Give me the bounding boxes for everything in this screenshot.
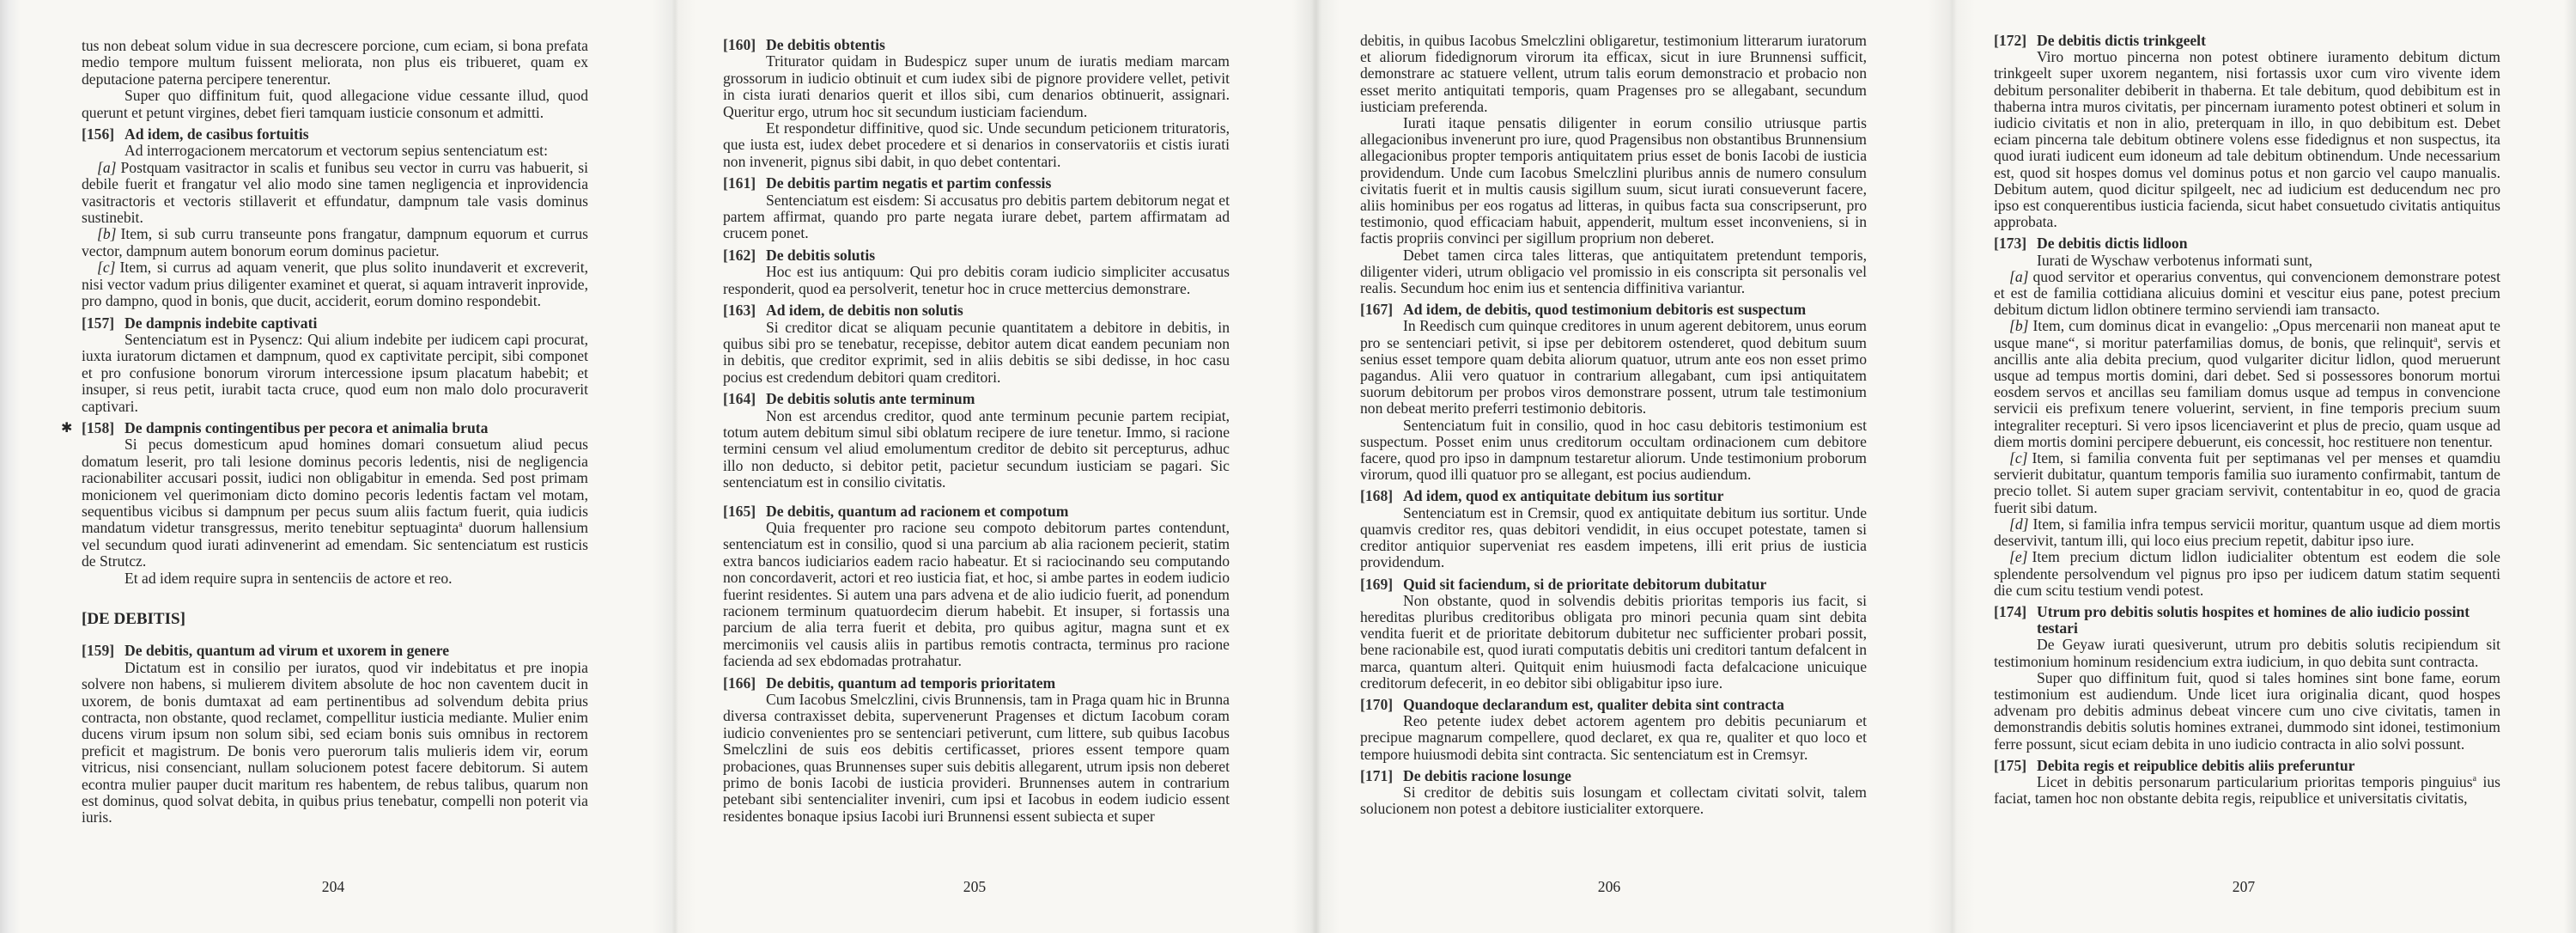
page-number-205: 205 — [963, 878, 987, 895]
heading-number: [168] — [1360, 487, 1394, 505]
paragraph — [1994, 49, 2500, 230]
scan-right-edge — [2564, 0, 2576, 933]
heading-number: [171] — [1360, 766, 1394, 784]
clause-label: [a] — [2009, 267, 2029, 285]
section-heading — [1994, 33, 2500, 49]
heading-number: [164] — [723, 390, 756, 408]
clause-label: [b] — [2009, 317, 2029, 335]
paragraph — [1360, 784, 1867, 817]
paragraph-text: Triturator quidam in Budespicz super unum de iuratis mediam marcam grossorum in iudicio obtinuit et cum iudex sibi de pignore providere vellet, petivit in cista iurati denarios querit et illos sibi, cum denarios obtinuerit, assignari. Queritur ergo, utrum hoc sit secundum iusticiam faciendum. — [723, 52, 1230, 120]
paragraph-text: Sentenciatum est in Cremsir, quod ex antiquitate debitum ius sortitur. Unde quamvis creditor res, quas debitori vendidit, in eius occupet potestate, tamen si creditor antiquior superveniat res easdem impetens, illi erit prius de iusticia providendum. — [1360, 503, 1867, 571]
page-number-204: 204 — [321, 878, 345, 895]
paragraph-text: De Geyaw iurati quesiverunt, utrum pro debitis solutis recipiendum sit testimonium hominum residencium extra iudicium, in quo debita sunt contracta. — [1994, 636, 2500, 670]
heading-title: De dampnis indebite captivati — [125, 314, 318, 332]
paragraph-text: Item, si familia infra tempus servicii moritur, quantum usque ad diem mortis deservivit, tantum illi, qui loco eius precium repetit, dabitur ipso iure. — [1994, 515, 2500, 550]
paragraph-text: Postquam vasitractor in scalis et funibus seu vector in curru vas habuerit, si debile fuerit et frangatur vel alio modo sine tamen negligencia et inprovidencia vasitractoris et vectoris stillaverit et effundatur, dampnum tale vasis dominus sustinebit. — [82, 158, 588, 227]
heading-title: De debitis partim negatis et partim confessis — [766, 174, 1052, 192]
page-fold-204-205 — [653, 0, 696, 933]
section-heading — [82, 315, 588, 332]
paragraph — [82, 332, 588, 415]
heading-number: [157] — [82, 314, 115, 332]
paragraph — [723, 120, 1230, 170]
paragraph-text: Licet in debitis personarum particularium prioritas temporis pinguius — [2037, 772, 2473, 790]
paragraph — [1360, 318, 1867, 417]
paragraph-text: Si pecus domesticum apud homines domari consuetum aliud pecus domatum leserit, pro tali lesione dominus pecoris ledentis, nisi de negligencia racionabiliter accusari possit, iudici non obligabitur in emenda. Sed post primam monicionem vel querimoniam dicto domino pecoris ledentis factam vel motam, sequentibus vicibus si dampnum per pecus suum aliis factum fuerit, quia iudicis mandatum videtur transgressus, merito tenebitur septuaginta — [82, 436, 588, 537]
paragraph — [723, 192, 1230, 242]
heading-title: Utrum pro debitis solutis hospites et homines de alio iudicio possint testari — [2037, 602, 2470, 637]
paragraph-text: Non est arcendus creditor, quod ante terminum pecunie partem recipiat, totum autem debitum simul sibi oblatum recipere de iure tenetur. Immo, si racione termini censum vel aliud emolumentum creditor de debito sit percepturus, adhuc illo non deducto, si debitor petit, pacietur secundum iusticiam se pagari. Sic sentenciatum est in consilio civitatis. — [723, 406, 1230, 491]
scan-left-edge — [0, 0, 21, 933]
heading-number: [166] — [723, 674, 756, 692]
paragraph-text: Hoc est ius antiquum: Qui pro debitis coram iudicio simpliciter accusatus responderit, quod ea persolverit, tenetur hoc in cruce mettercius demonstrare. — [723, 263, 1230, 297]
paragraph-text: Sentenciatum est eisdem: Si accusatus pro debitis partem debitorum negat et partem affirmat, quando pro parte negata iurare debet, partem affirmatam ad crucem ponet. — [723, 191, 1230, 242]
page-number-206: 206 — [1597, 878, 1621, 895]
paragraph-text: Et ad idem require supra in sentenciis de actore et reo. — [125, 569, 453, 587]
heading-number: [172] — [1994, 32, 2027, 49]
section-heading — [1994, 235, 2500, 252]
paragraph — [1994, 253, 2500, 269]
lettered-clause — [1994, 318, 2500, 450]
heading-number: [167] — [1360, 301, 1394, 319]
heading-number: [159] — [82, 642, 115, 660]
section-heading — [723, 302, 1230, 319]
page-207-text — [1994, 33, 2500, 807]
paragraph-text: Sentenciatum est in Pysencz: Qui alium indebite per iudicem capi procurat, iuxta iuratorum dictamen et dampnum, quod ex captivitate percipit, sibi componet et pro confusione bonorum virorum intercessione ipsum placatum habebit; et insuper, si reus petit, iurabit tacta cruce, quod eum non malo dolo procuraverit captivari. — [82, 330, 588, 415]
heading-title: De debitis dictis trinkgeelt — [2037, 32, 2206, 49]
paragraph — [723, 692, 1230, 825]
paragraph — [82, 88, 588, 121]
heading-number: [175] — [1994, 756, 2027, 774]
heading-title: De debitis obtentis — [766, 36, 885, 53]
paragraph-text: Super quo diffinitum fuit, quod si tales homines sint bone fame, eorum testimonium est audiendum. Unde licet iura originalia dicant, quod hospes advenam pro debitis adminus debeat vincere cum uno cive civitatis, tamen in demonstrandis debitis solutis homines extranei, dummodo sint idonei, testimonium ferre possunt, sicut eciam debita in uno iudicio contracta in alio solvi possunt. — [1994, 668, 2500, 753]
heading-title: De debitis racione losunge — [1403, 766, 1571, 784]
lettered-clause — [1994, 450, 2500, 516]
paragraph-text: Item precium dictum lidlon iudicialiter obtentum est eodem die sole splendente persolvendum vel pignus pro ipso per iudicem datum statim sequenti die cum scitu testium vendi potest. — [1994, 548, 2500, 599]
heading-title: Ad idem, de debitis, quod testimonium debitoris est suspectum — [1403, 301, 1807, 319]
heading-title: De debitis dictis lidloon — [2037, 235, 2188, 253]
paragraph — [1994, 670, 2500, 753]
paragraph-text: Item, si sub curru transeunte pons frangatur, dampnum equorum et currus vector, dampnum autem bonorum eorum dominus pacietur. — [82, 225, 588, 259]
lettered-clause — [1994, 269, 2500, 319]
paragraph-text: Et respondetur diffinitive, quod sic. Unde secundum peticionem trituratoris, que iusta est, iudex debet procedere et si denarios in conservatoriis et cistis iurati non invenerit, pignus sibi dabit, in quo debet contentari. — [723, 119, 1230, 170]
footnote-marker: a — [459, 520, 463, 530]
heading-title: De debitis, quantum ad racionem et compotum — [766, 502, 1069, 520]
paragraph — [1994, 637, 2500, 669]
clause-label: [d] — [2009, 515, 2029, 533]
heading-title: De debitis solutis — [766, 246, 876, 264]
clause-label: [b] — [97, 225, 117, 243]
paragraph — [1360, 418, 1867, 484]
paragraph — [723, 520, 1230, 670]
paragraph — [723, 320, 1230, 387]
heading-title: De debitis, quantum ad virum et uxorem in genere — [125, 642, 450, 660]
paragraph-text: Item, si familia conventa fuit per septimanas vel per menses et quamdiu servierit dubitatur, quantum temporis familia suo iuramento confirmabit, tantum de precio tollet. Si autem super graciam servivit, contentabitur in eo, quod de gracia fuerit sibi datum. — [1994, 449, 2500, 516]
paragraph — [82, 38, 588, 88]
section-heading — [1360, 768, 1867, 784]
lettered-clause — [82, 160, 588, 227]
footnote-marker: a — [2433, 334, 2438, 345]
paragraph — [1360, 115, 1867, 247]
heading-number: [170] — [1360, 695, 1394, 713]
chapter-heading: [DE DEBITIS] — [82, 610, 185, 628]
paragraph — [82, 143, 588, 159]
paragraph-text: Sentenciatum fuit in consilio, quod in hoc casu debitoris testimonium est suspectum. Posset enim unus creditorum occultam ordinacionem cum debitore facere, quod pro ipso in dampnum testaretur aliorum. Unde testimonium proborum virorum, quod illi quatuor pro se allegant, est pocius audiendum. — [1360, 416, 1867, 484]
section-heading — [82, 643, 588, 659]
heading-number: [156] — [82, 125, 115, 143]
section-heading — [1360, 576, 1867, 593]
paragraph-text: Iurati de Wyschaw verbotenus informati sunt, — [2037, 251, 2313, 269]
page-number-207: 207 — [2232, 878, 2256, 895]
section-heading — [61, 418, 588, 436]
page-fold-205-206 — [1292, 0, 1340, 933]
page-205-text — [723, 37, 1230, 825]
paragraph-text: quod servitor et operarius conventus, qui convencionem demonstrare potest et est de familia cottidiana alicuius domini et vescitur eius pane, potest precium debitum dictum lidlon obtinere termino serviendi iam transacto. — [1994, 267, 2500, 319]
page-204-text — [61, 37, 589, 826]
heading-number: [163] — [723, 302, 756, 320]
paragraph-text: Item, cum dominus dicat in evangelio: „Opus mercenarii non maneat aput te usque mane“, si moritur paterfamilias domus, de bonis, que relinquit — [1994, 317, 2500, 351]
paragraph-text: Super quo diffinitum fuit, quod allegacione vidue cessante illud, quod querunt et petunt virgines, debet fieri tamquam iusticie consonum et admitti. — [82, 87, 588, 121]
footnote-marker: a — [2472, 774, 2477, 784]
paragraph-text: Dictatum est in consilio per iuratos, quod vir indebitatus et pre inopia solvere non habens, si mulierem divitem absolute de hoc non caventem ducit in uxorem, de bonis dumtaxat ad eam pertinentibus ad solvendum debita prius contracta, non obstante, quod reclamet, compellitur iusticia mediante. Mulier enim ducens virum ipsum non solum sibi, sed eciam bonis suis omnibus in rectorem preficit et magistrum. De bonis vero puerorum talis mulieris idem vir, eorum vitricus, nisi consenciant, nullam solucionem potest facere debitorum. Si autem econtra mulier pauper ducit maritum res habentem, de rebus talibus, quarum non est dominus, quod solvat debita, in quibus prius tenebatur, compelli non poterit via iuris. — [82, 658, 588, 826]
paragraph-text-continued: duorum hallensium vel secundum quod iurati adinvenerint ad emendam. Sic sentenciatum est rusticis de Strutcz. — [82, 519, 589, 570]
paragraph-text: Cum Iacobus Smelczlini, civis Brunnensis, tam in Praga quam hic in Brunna diversa contraxisset debita, supervenerunt Pragenses et dictum Iacobum coram iudicio convenientes pro se sentenciari petiverunt, cum littere, sub quibus Iacobus Smelczlini de suis eos debitis certificasset, priores essent tempore quam probaciones, quas Brunnenses super suis debitis allegarent, utrum ipsis non deberet primo de bonis Iacobi de iusticia provideri. Brunnenses autem in contrarium petebant sibi sentencialiter inveniri, cum ipsi et Iacobus in eodem iudicio essent residentes bonaque ipsius Iacobi iuri Brunnensi essent subiecta et super — [723, 691, 1230, 825]
clause-label: [c] — [97, 259, 116, 277]
page-fold-206-207 — [1928, 0, 1975, 933]
section-heading — [723, 37, 1230, 53]
page-206-text — [1360, 33, 1867, 817]
heading-title: De dampnis contingentibus per pecora et animalia bruta — [125, 418, 489, 436]
paragraph — [82, 660, 588, 826]
lettered-clause — [1994, 549, 2500, 599]
heading-title: Ad idem, de debitis non solutis — [766, 302, 963, 320]
paragraph — [82, 570, 588, 587]
paragraph-text: Non obstante, quod in solvendis debitis prioritas temporis ius facit, si hereditas pluribus creditoribus obligata pro minori pecunia quam sint debita vendita fuerit et de prioritate debitorum dubitetur nec sufficienter probari possit, bene racionabile est, quod iurati computatis debitis uni creditori tantum defalcent in marca, quantum alteri. Quitquit enim huiusmodi facta defalcacione unicuique creditorum defecerit, in eo debitor sibi obligabitur ipso iure. — [1360, 591, 1867, 692]
paragraph — [1360, 713, 1867, 763]
heading-number: [161] — [723, 174, 756, 192]
heading-number: [165] — [723, 502, 756, 520]
paragraph — [1360, 505, 1867, 571]
paragraph-text: Ad interrogacionem mercatorum et vectorum sepius sentenciatum est: — [125, 142, 548, 160]
heading-number: [162] — [723, 246, 756, 264]
heading-number: [169] — [1360, 575, 1394, 593]
heading-number: [160] — [723, 36, 756, 53]
heading-title: Debita regis et reipublice debitis aliis preferuntur — [2037, 756, 2355, 774]
heading-title: Ad idem, quod ex antiquitate debitum ius sortitur — [1403, 487, 1724, 505]
section-heading — [723, 675, 1230, 692]
paragraph-text: Viro mortuo pincerna non potest obtinere iuramento debitum dictum trinkgeelt super uxorem negantem, nisi fortassis uxor cum viro vivente idem debitum personaliter debiberit in thaberna. Et tale debitum, quod debibitum est in thaberna intra muros civitatis, per pincernam iuramento potest obtineri et solum in iudicio civitatis et non in alio, preterquam in illo, in quo debibitum est. Debet eciam pincerna tale debitum obtinere volens esse fidedignus et non suspectus, ita quod iurati iudicent eum idoneum ad tale debitum obtinendum. Unde necessarium est, quod sit hospes domus vel dominus potus et non garcio vel caupo manualis. Debitum autem, quod dicitur spilgeelt, nec ad iudicium est deducendum nec pro ipso est conquerentibus iusticia facienda, sicut habet consuetudo civitatis antiquitus approbata. — [1994, 48, 2500, 231]
section-heading — [723, 391, 1230, 407]
paragraph-text: tus non debeat solum vidue in sua decrescere porcione, cum eciam, si bona prefata medio tempore multum fuissent meliorata, non plus eis tribueret, quam ex deputacione paterna percipere tenerentur. — [82, 37, 588, 88]
paragraph-text: Debet tamen circa tales litteras, que antiquitatem pretendunt temporis, diligenter videri, utrum obligacio vel promissio in eis conscripta sit personalis vel realis. Secundum hoc enim ius et sentencia diffinitiva variantur. — [1360, 246, 1867, 297]
lettered-clause — [82, 259, 588, 309]
paragraph-text: Si creditor dicat se aliquam pecunie quantitatem a debitore in debitis, in quibus sibi pro se tenebatur, recepisse, debitor autem dicat eandem pecuniam non in debitis, que creditor exprimit, sed in aliis debitis se sibi dedisse, in hoc casu pocius est credendum debitori quam creditori. — [723, 318, 1230, 386]
section-heading — [723, 247, 1230, 264]
section-heading — [723, 175, 1230, 192]
paragraph-text: Si creditor de debitis suis losungam et collectam civitati solvit, talem solucionem non potest a debitore iusticialiter extorquere. — [1360, 783, 1867, 818]
heading-title: Quid sit faciendum, si de prioritate debitorum dubitatur — [1403, 575, 1767, 593]
paragraph-text: debitis, in quibus Iacobus Smelczlini obligaretur, testimonium litterarum iuratorum et aliorum fidedignorum virorum ita efficax, sicut in iure Brunnensi sufficit, demonstrare ac statuere vellent, utrum talis eorum demonstracio et probacio non esset merito antiquitati temporis, quam Pragenses pro se allegabant, secundum iusticiam preferenda. — [1360, 32, 1867, 115]
lettered-clause — [82, 226, 588, 259]
heading-title: Ad idem, de casibus fortuitis — [125, 125, 309, 143]
paragraph — [723, 53, 1230, 120]
star-marker-icon: ✱ — [61, 420, 73, 436]
paragraph — [723, 408, 1230, 491]
paragraph-text: Item, si currus ad aquam venerit, que plus solito inundaverit et excreverit, nisi vector vadum prius diligenter examinet et querat, si aquam intraverit inprovide, pro dampno, quod in bonis, que ducit, acciderit, eorum domino respondebit. — [82, 259, 588, 310]
section-heading — [1360, 302, 1867, 318]
lettered-clause — [1994, 516, 2500, 549]
paragraph-text-continued: ius faciat, tamen hoc non obstante debita regis, reipublice et universitatis civitatis, — [1994, 772, 2501, 808]
heading-title: De debitis solutis ante terminum — [766, 390, 975, 408]
paragraph — [1360, 33, 1867, 115]
paragraph — [1994, 774, 2500, 807]
section-heading — [723, 503, 1230, 520]
section-heading — [1360, 697, 1867, 713]
clause-label: [a] — [97, 158, 117, 176]
section-heading — [82, 126, 588, 143]
paragraph — [723, 264, 1230, 297]
heading-number: [158] — [82, 418, 115, 436]
paragraph — [1360, 247, 1867, 297]
heading-number: [173] — [1994, 235, 2027, 253]
paragraph-text: Reo petente iudex debet actorem agentem pro debitis pecuniarum et precipue magnarum compellere, quod declaret, ex qua re, qualiter et quo loco et tempore huiusmodi debita sint contracta. Sic sentenciatum est in Cremsyr. — [1360, 712, 1867, 763]
paragraph — [82, 436, 588, 570]
heading-title: De debitis, quantum ad temporis prioritatem — [766, 674, 1056, 692]
section-heading — [1994, 604, 2500, 637]
heading-title: Quandoque declarandum est, qualiter debita sint contracta — [1403, 695, 1784, 713]
paragraph-text: Quia frequenter pro racione seu compoto debitorum partes contendunt, sentenciatum est in consilio, quod si una parcium ab alia racionem pecierit, statim extra bancos iudiciarios eadem racio habeatur. Et si raciocinando seu computando non concordaverit, actori et reo iusticia fiat, et hoc, si ambe partes in eodem iudicio fuerint residentes. Si autem una pars advena et de alio iudicio fuerit, ad ponendum racionem terminum quatuordecim dierum habebit. Et insuper, si fortassis una parcium de alia terra fuerit et debita, pro quibus agitur, magna sunt et ex mercimoniis vel causis aliis in partibus remotis contracta, terminus pro racione facienda ad sex ebdomadas protrahatur. — [723, 518, 1230, 670]
paragraph-text: In Reedisch cum quinque creditores in unum agerent debitorem, unus eorum pro se sentenciari petivit, si ipse per debitorem ostenderet, quod debitum suum senius esset tempore quam debita aliorum quatuor, utrum ante eos non esset primo pagandus. Alii vero quatuor in contrarium allegabant, cum ipsi antiquitatem suorum debitorum per probos viros demonstrare possent, utrum tale testimonium non debeat merito preferri testimonio debitoris. — [1360, 317, 1867, 418]
clause-label: [e] — [2009, 548, 2028, 566]
clause-label: [c] — [2009, 449, 2028, 467]
heading-number: [174] — [1994, 602, 2027, 620]
paragraph-text: Iurati itaque pensatis diligenter in eorum consilio utriusque partis allegacionibus invenerunt pro iure, quod Pragensibus non obstantibus Brunnensium allegacionibus propter temporis antiquitatem prius esset de bonis Iacobi de iusticia providendum. Unde cum Iacobus Smelczlini pluribus annis de numero consulum civitatis fuerit et in multis causis sigillum suum, sicut iurati consueverunt facere, aliis hominibus per eos rogatus ad litteras, in quibus facta sua conscripserunt, pro testimonio, quod efficaciam habuit, appenderit, multum esset inconveniens, si in factis propriis convinci per sigillum proprium non deberet. — [1360, 114, 1867, 247]
section-heading — [1994, 758, 2500, 774]
paragraph-text-continued: , servis et ancillis ante alia debita precium, quod vulgariter dicitur lidlon, quod meruerunt usque ad tempus mortis domini, dari debet. Sed si possessores bonorum mortui eosdem servos et ancillas seu familiam domus usque ad tempus in convencione servicii eis prefixum tenere voluerint, servient, in fine temporis precium suum integraliter recepturi. Si vero ipsos licenciaverint et plus de precio, quam usque ad diem mortis domini percipere debuerunt, eis concessit, hoc restituere non tenentur. — [1994, 333, 2500, 450]
section-heading — [1360, 488, 1867, 504]
paragraph — [1360, 593, 1867, 692]
